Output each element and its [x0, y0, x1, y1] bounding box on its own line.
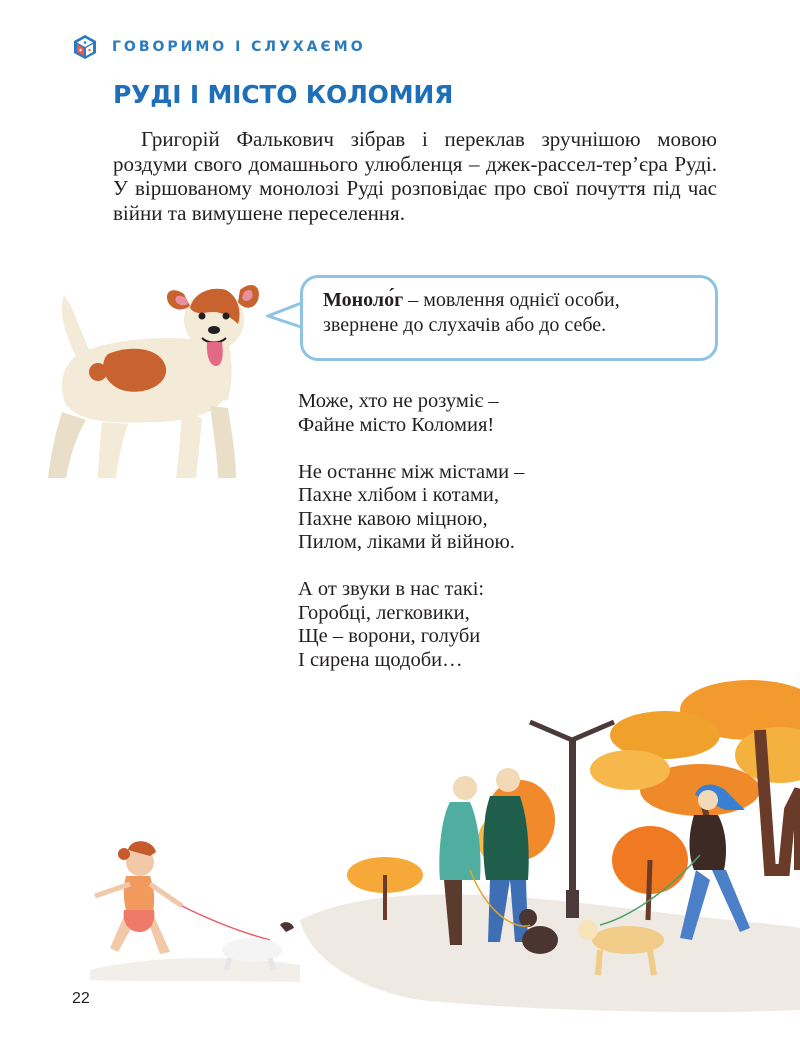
- section-label: ГОВОРИМО І СЛУХАЄМО: [112, 39, 366, 55]
- page-number: 22: [72, 990, 90, 1007]
- girl-running: [95, 841, 182, 954]
- definition-bubble: [300, 275, 718, 361]
- poem-line: Ще – ворони, голуби: [298, 625, 481, 647]
- page-title: РУДІ І МІСТО КОЛОМИЯ: [113, 80, 454, 109]
- poem-line: І сирена щодоби…: [298, 648, 463, 671]
- poem-line: Не останнє між містами –: [298, 460, 525, 483]
- intro-paragraph: Григорій Фалькович зібрав і переклав зручнішою мовою роздуми свого домашнього улюбленця – джек-рассел-тер’єра Руді. У віршованому монолозі Руді розповідає про свої почуття під час війни та вимушене переселення.: [113, 127, 717, 225]
- poem-line: А от звуки в нас такі:: [298, 578, 485, 600]
- poem: [298, 390, 524, 696]
- poem-line: Пахне кавою міцною,: [298, 507, 488, 530]
- section-header: [72, 34, 366, 60]
- definition-term: Моноло́г: [323, 289, 404, 311]
- poem-line: Файне місто Коломия!: [298, 413, 495, 436]
- poem-stanza: [298, 578, 524, 672]
- poem-line: Може, хто не розуміє –: [298, 390, 499, 412]
- dice-icon: [72, 34, 98, 60]
- definition-text: – мовлення однієї особи, звернене до слухачів або до себе.: [323, 289, 620, 336]
- dog-illustration: [42, 272, 272, 484]
- poem-stanza: [298, 390, 524, 437]
- poem-line: Горобці, легковики,: [298, 601, 470, 624]
- poem-stanza: [298, 461, 524, 555]
- poem-line: Пилом, ліками й війною.: [298, 531, 515, 553]
- poem-line: Пахне хлібом і котами,: [298, 484, 500, 506]
- autumn-park-illustration: [0, 670, 800, 1020]
